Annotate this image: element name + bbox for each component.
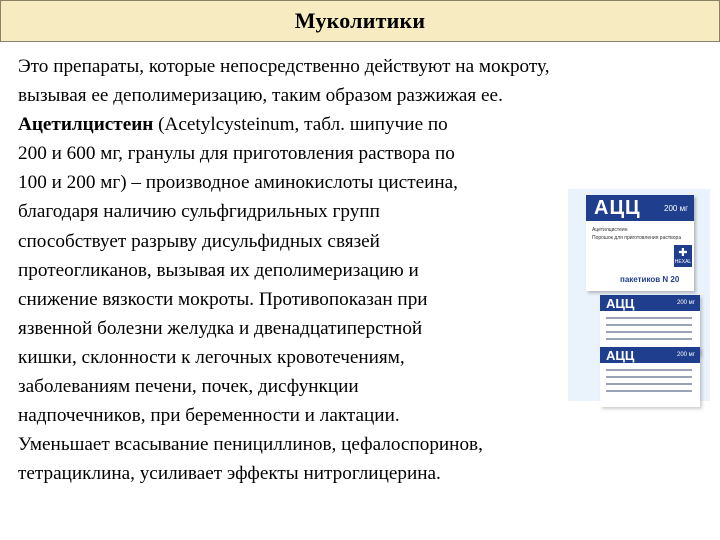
text-line: надпочечников, при беременности и лактации.	[18, 405, 400, 427]
box-brand: АЦЦ	[594, 196, 641, 219]
sachet-brand: АЦЦ	[606, 347, 635, 363]
maker-label: HEXAL	[674, 258, 692, 265]
text-line: тетрациклина, усиливает эффекты нитроглицерина.	[18, 463, 441, 485]
text-line: протеогликанов, вызывая их деполимеризацию и	[18, 259, 419, 281]
text-line: Ацетилцистеин (Acetylcysteinum, табл. шипучие по	[18, 114, 448, 136]
text-line: способствует разрыву дисульфидных связей	[18, 230, 380, 252]
sachet	[600, 295, 700, 355]
cross-icon: ✚	[678, 246, 688, 259]
sachet-print	[606, 369, 692, 397]
box-text: Порошок для приготовления раствора	[592, 235, 682, 241]
box-brand-band	[586, 195, 694, 221]
text-line: благодаря наличию сульфгидрильных групп	[18, 201, 380, 223]
sachet-print	[606, 317, 692, 345]
sachet	[600, 347, 700, 407]
text-line: 100 и 200 мг) – производное аминокислоты цистеина,	[18, 172, 458, 194]
title-bar	[0, 0, 720, 42]
text-line: снижение вязкости мокроты. Противопоказан при	[18, 288, 428, 310]
sachet-dose: 200 мг	[677, 300, 695, 306]
box-text: Ацетилцистеин	[592, 227, 628, 233]
product-image	[568, 189, 710, 401]
text-line: 200 и 600 мг, гранулы для приготовления раствора по	[18, 143, 455, 165]
sachet-band	[600, 347, 700, 363]
drug-name: Ацетилцистеин	[18, 114, 154, 136]
box-dose: 200 мг	[664, 203, 688, 213]
box-count: пакетиков N 20	[620, 275, 680, 284]
sachet-brand: АЦЦ	[606, 295, 635, 311]
text-line: язвенной болезни желудка и двенадцатиперстной	[18, 317, 423, 339]
text-line: Это препараты, которые непосредственно действуют на мокроту,	[18, 56, 550, 77]
medicine-box	[586, 195, 694, 291]
text-line: заболеваниям печени, почек, дисфункции	[18, 376, 359, 398]
text-line: Уменьшает всасывание пенициллинов, цефалоспоринов,	[18, 434, 483, 456]
text-line: кишки, склонности к легочных кровотечениям,	[18, 346, 405, 368]
sachet-band	[600, 295, 700, 311]
text-line: вызывая ее деполимеризацию, таким образом разжижая ее.	[18, 85, 503, 107]
sachet-dose: 200 мг	[677, 352, 695, 358]
page-title: Муколитики	[294, 8, 426, 33]
hexal-logo	[674, 245, 692, 267]
